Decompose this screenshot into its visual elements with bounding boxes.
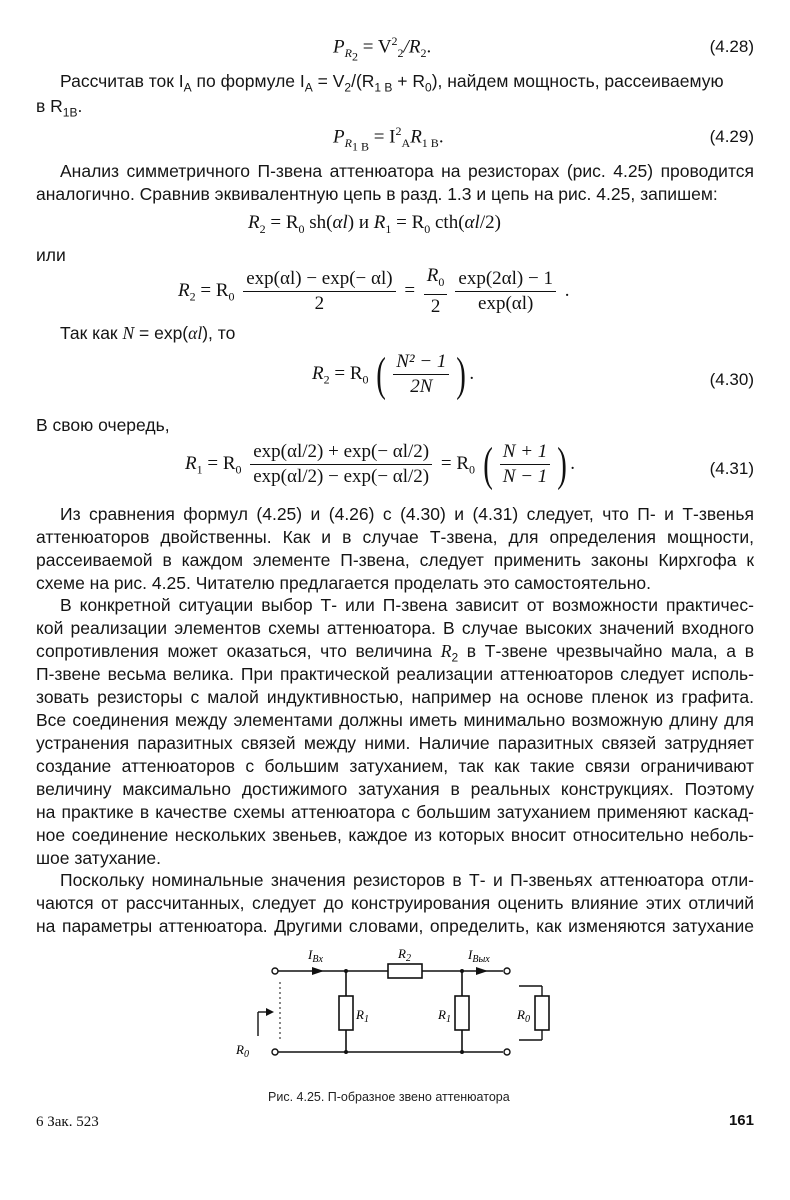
- input-terminal-bottom: [272, 1049, 278, 1055]
- paragraph-nominal-line2: чаются от рассчитанных, следует до конструирования оценить влияние этих отличий: [36, 893, 754, 913]
- paragraph-choice-line12: шое затухание.: [36, 848, 162, 868]
- equation-number-4-28: (4.28): [709, 37, 754, 56]
- paragraph-since: Так как N = exp(αl), то: [60, 323, 236, 343]
- paragraph-choice-line5: зовать резисторы с малой индуктивностью, например на основе пленок из графита.: [36, 687, 754, 707]
- equation-4-31: $R_1 = R_0$ $\frac{\exp(\alpha l/2) + \exp(- \alpha l/2)}{\exp(\alpha l/2) - \exp(- \alpha l/2)}$ = $R_0$ ( $\frac{N + 1}{N - 1}$ ) .: [185, 437, 575, 491]
- resistor-r0-load: [535, 996, 549, 1030]
- current-out-arrow: [476, 967, 488, 975]
- paragraph-current-calc-cont: в $R_{1B}$.: [36, 96, 83, 120]
- paragraph-pi-analysis-line2: аналогично. Сравнив эквивалентную цепь в разд. 1.3 и цепь на рис. 4.25, запишем:: [36, 184, 718, 204]
- pi-attenuator-circuit: [220, 940, 580, 1090]
- equation-number-4-31: (4.31): [709, 459, 754, 478]
- paragraph-duality-line4: схеме на рис. 4.25. Читателю предлагается проделать это самостоятельно.: [36, 573, 651, 593]
- paragraph-in-turn: В свою очередь,: [36, 415, 170, 435]
- word-or: или: [36, 245, 66, 265]
- paragraph-current-calc: Рассчитав ток $I_А$ по формуле $I_А = V_2/(R_{1 B} + R_0)$, найдем мощность, рассеиваемую: [60, 71, 724, 95]
- paragraph-choice-line6: Все соединения между элементами должны иметь минимально возможную длину для: [36, 710, 754, 730]
- paragraph-choice-line1: В конкретной ситуации выбор Т- или П-звена зависит от возможности практичес-: [60, 595, 754, 615]
- paragraph-choice-line3: сопротивления может оказаться, что величина $R_2$ в Т-звене чрезвычайно мала, а в: [36, 641, 754, 665]
- paragraph-duality-line3: рассеиваемой в каждом элементе П-звена, следует применить законы Кирхгофа к: [36, 550, 754, 570]
- paragraph-choice-line10: на практике в качестве схемы аттенюатора с большим затуханием применяют каскад-: [36, 802, 754, 822]
- paragraph-duality-line2: аттенюаторов двойственны. Как и в случае Т-звена, для определения мощности,: [36, 527, 754, 547]
- equation-r2-r1: $R_2 = R_0$ sh(αl) и $R_1 = R_0$ cth(αl/2): [248, 212, 501, 236]
- equation-r2-exp: $R_2 = R_0$ $\frac{\exp(\alpha l) - \exp(- \alpha l)}{2}$ = $\frac{R_0}{2}$ $\frac{\exp(2\alpha l) - 1}{\exp(\alpha l)}$ .: [178, 265, 570, 317]
- label-r1-left: $R_1$: [356, 1007, 369, 1025]
- paragraph-nominal-line1: Поскольку номинальные значения резисторов в Т- и П-звеньях аттенюатора отли-: [60, 870, 754, 890]
- label-r0-source: $R_0$: [236, 1042, 249, 1060]
- paragraph-choice-line9: величину максимально достижимого затухания в реальных конструкциях. Поэтому: [36, 779, 754, 799]
- paragraph-choice-line11: ное соединение нескольких звеньев, каждое из которых вносит относительно неболь-: [36, 825, 754, 845]
- equation-number-4-30: (4.30): [709, 370, 754, 389]
- footer-signature: 6 Зак. 523: [36, 1114, 99, 1130]
- label-r1-right: $R_1$: [438, 1007, 451, 1025]
- output-terminal-top: [504, 968, 510, 974]
- output-terminal-bottom: [504, 1049, 510, 1055]
- resistor-r1-right: [455, 996, 469, 1030]
- page-number: 161: [728, 1112, 754, 1129]
- equation-4-29: $P_{R_{1 B}} = I^2_AR_{1 B}$.: [333, 124, 444, 154]
- paragraph-choice-line4: П-звене весьма велика. При практической реализации аттенюаторов следует исполь-: [36, 664, 754, 684]
- paragraph-duality-line1: Из сравнения формул (4.25) и (4.26) с (4.30) и (4.31) следует, что П- и Т-звенья: [60, 504, 754, 524]
- equation-4-30: $R_2 = R_0$ ( $\frac{\text{N² − 1}}{2N}$ ) .: [312, 347, 475, 401]
- paragraph-choice-line8: создание аттенюаторов с большим затуханием, так как такие связи ограничивают: [36, 756, 754, 776]
- label-r0-load: $R_0$: [517, 1007, 530, 1025]
- label-output-current: $I_{Bых}$: [468, 947, 490, 965]
- paragraph-pi-analysis-line1: Анализ симметричного П-звена аттенюатора на резисторах (рис. 4.25) проводится: [60, 161, 754, 181]
- resistor-r1-left: [339, 996, 353, 1030]
- equation-number-4-29: (4.29): [709, 127, 754, 146]
- resistor-r2: [388, 964, 422, 978]
- label-input-current: $I_{Bх}$: [308, 947, 323, 965]
- input-resistance-arrow: [266, 1008, 274, 1016]
- paragraph-choice-line2: кой реализации элементов схемы аттенюатора. В случае высоких значений входного: [36, 618, 754, 638]
- label-r2: $R_2$: [398, 946, 411, 964]
- current-in-arrow: [312, 967, 324, 975]
- equation-4-28: $P_{R_2} = V^2_2/R_2$.: [333, 34, 432, 64]
- paragraph-nominal-line3: на параметры аттенюатора. Другими словами, определить, как изменяются затухание: [36, 916, 754, 936]
- figure-caption: Рис. 4.25. П-образное звено аттенюатора: [268, 1090, 510, 1104]
- input-terminal-top: [272, 968, 278, 974]
- paragraph-choice-line7: устранения паразитных связей между ними. Наличие паразитных связей затрудняет: [36, 733, 754, 753]
